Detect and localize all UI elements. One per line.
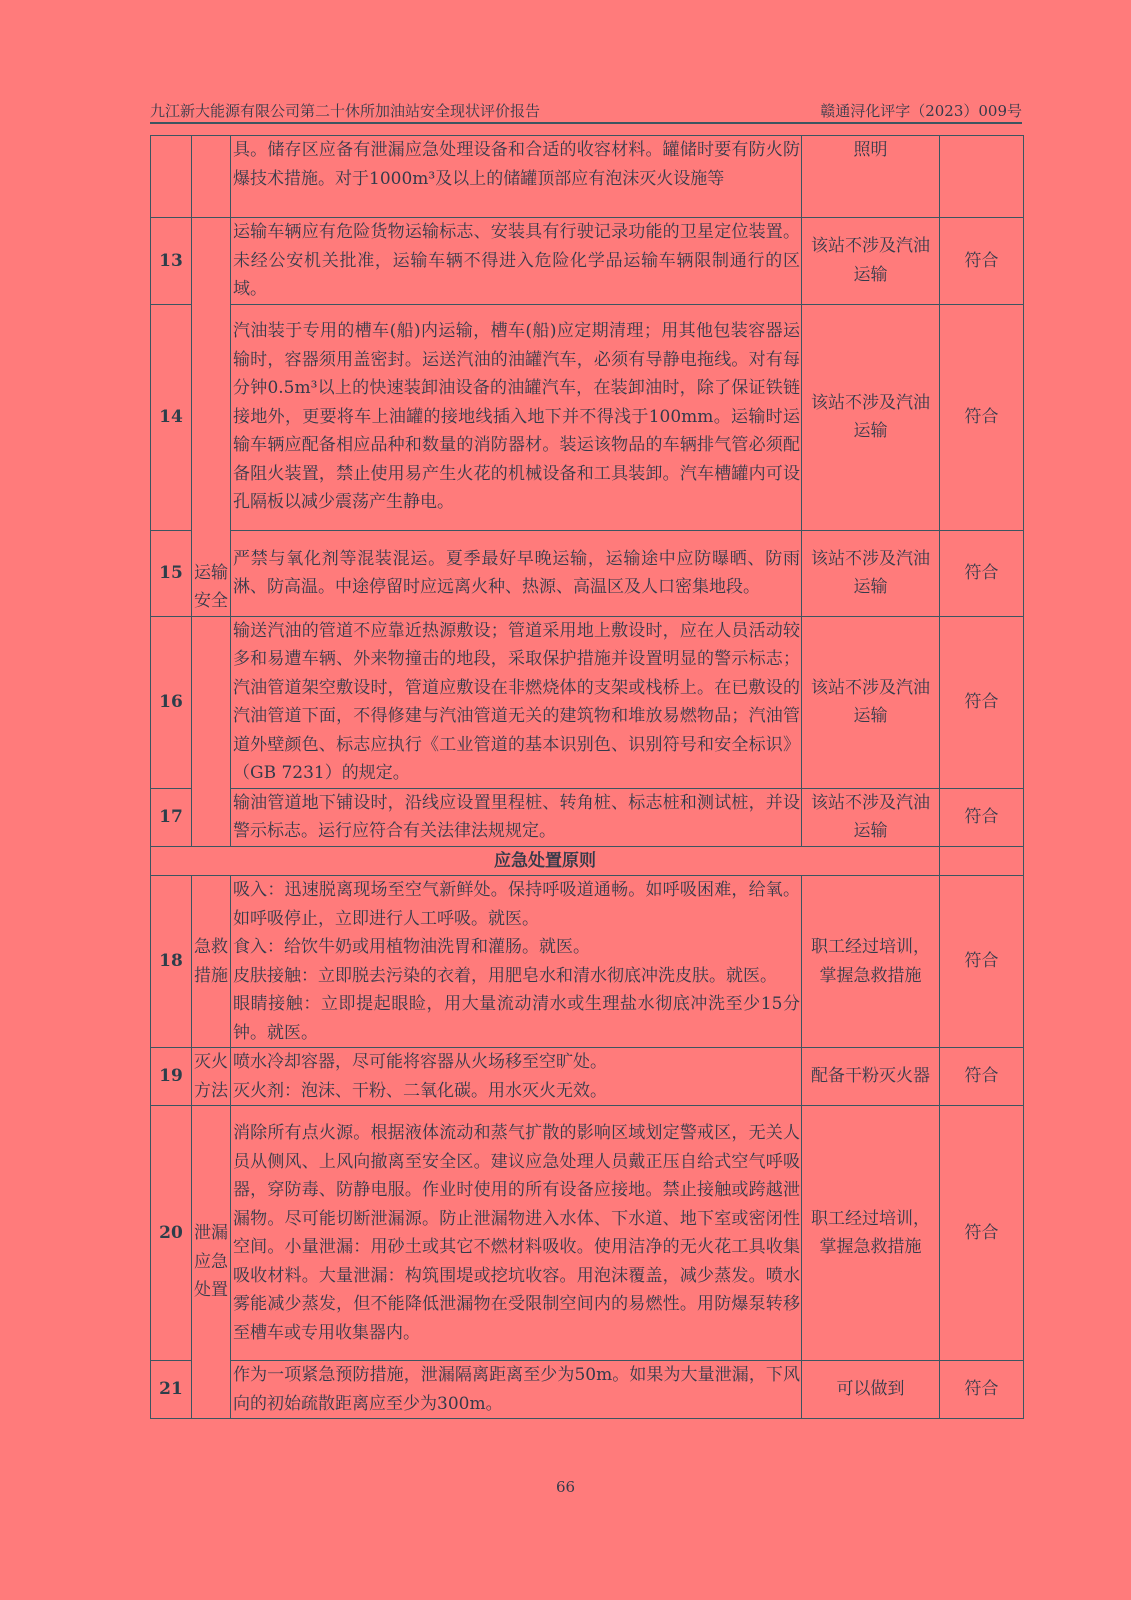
category-cell <box>192 136 231 218</box>
requirement-text: 严禁与氧化剂等混装混运。夏季最好早晚运输，运输途中应防曝晒、防雨淋、防高温。中途停留时应远离火种、热源、高温区及人口密集地段。 <box>231 530 802 616</box>
table-row <box>151 1048 1024 1106</box>
row-number: 19 <box>151 1048 192 1106</box>
verdict-text: 符合 <box>940 304 1024 530</box>
requirement-text: 输油管道地下铺设时，沿线应设置里程桩、转角桩、标志桩和测试桩，并设警示标志。运行应符合有关法律法规规定。 <box>231 788 802 846</box>
requirement-text: 消除所有点火源。根据液体流动和蒸气扩散的影响区域划定警戒区，无关人员从侧风、上风向撤离至安全区。建议应急处理人员戴正压自给式空气呼吸器，穿防毒、防静电服。作业时使用的所有设备应接地。禁止接触或跨越泄漏物。尽可能切断泄漏源。防止泄漏物进入水体、下水道、地下室或密闭性空间。小量泄漏：用砂土或其它不燃材料吸收。使用洁净的无火花工具收集吸收材料。大量泄漏：构筑围堤或挖坑收容。用泡沫覆盖，减少蒸发。喷水雾能减少蒸发，但不能降低泄漏物在受限制空间内的易燃性。用防爆泵转移至槽车或专用收集器内。 <box>231 1106 802 1361</box>
fire-cooling: 喷水冷却容器，尽可能将容器从火场移至空旷处。 <box>233 1052 607 1072</box>
table-row <box>151 1361 1024 1419</box>
requirement-text <box>231 1048 802 1106</box>
result-text: 该站不涉及汽油运输 <box>802 304 940 530</box>
result-text: 该站不涉及汽油运输 <box>802 218 940 305</box>
table-row <box>151 530 1024 616</box>
first-aid-ingestion: 食入：给饮牛奶或用植物油洗胃和灌肠。就医。 <box>233 937 590 957</box>
first-aid-eyes: 眼睛接触：立即提起眼睑，用大量流动清水或生理盐水彻底冲洗至少15分钟。就医。 <box>233 994 800 1043</box>
first-aid-skin: 皮肤接触：立即脱去污染的衣着，用肥皂水和清水彻底冲洗皮肤。就医。 <box>233 965 777 986</box>
result-text: 职工经过培训，掌握急救措施 <box>802 1106 940 1361</box>
table-row <box>151 136 1024 218</box>
table-row <box>151 304 1024 530</box>
header-report-title: 九江新大能源有限公司第二十休所加油站安全现状评价报告 <box>150 102 541 120</box>
result-text: 配备干粉灭火器 <box>802 1048 940 1106</box>
result-text: 该站不涉及汽油运输 <box>802 530 940 616</box>
table-row <box>151 788 1024 846</box>
row-number: 13 <box>151 218 192 305</box>
result-text: 职工经过培训，掌握急救措施 <box>802 876 940 1048</box>
row-number: 21 <box>151 1361 192 1419</box>
result-text: 可以做到 <box>802 1361 940 1419</box>
safety-check-table <box>150 135 1024 1419</box>
section-heading: 应急处置原则 <box>151 846 940 876</box>
category-first-aid: 急救措施 <box>192 876 231 1048</box>
row-number: 20 <box>151 1106 192 1361</box>
row-number: 14 <box>151 304 192 530</box>
table-row <box>151 616 1024 788</box>
page-header <box>150 100 1022 124</box>
verdict-text: 符合 <box>940 1048 1024 1106</box>
row-number: 18 <box>151 876 192 1048</box>
row-number: 15 <box>151 530 192 616</box>
requirement-text: 运输车辆应有危险货物运输标志、安装具有行驶记录功能的卫星定位装置。未经公安机关批准，运输车辆不得进入危险化学品运输车辆限制通行的区域。 <box>231 218 802 305</box>
requirement-text: 作为一项紧急预防措施，泄漏隔离距离至少为50m。如果为大量泄漏，下风向的初始疏散距离应至少为300m。 <box>231 1361 802 1419</box>
requirement-cell: 具。储存区应备有泄漏应急处理设备和合适的收容材料。罐储时要有防火防爆技术措施。对于1000m³及以上的储罐顶部应有泡沫灭火设施等 <box>231 136 802 218</box>
category-fire-method: 灭火方法 <box>192 1048 231 1106</box>
verdict-cell <box>940 846 1024 876</box>
verdict-text: 符合 <box>940 616 1024 788</box>
verdict-text: 符合 <box>940 530 1024 616</box>
verdict-text: 符合 <box>940 218 1024 305</box>
result-text: 该站不涉及汽油运输 <box>802 788 940 846</box>
verdict-text: 符合 <box>940 1361 1024 1419</box>
first-aid-inhalation: 吸入：迅速脱离现场至空气新鲜处。保持呼吸道通畅。如呼吸困难，给氧。如呼吸停止，立即进行人工呼吸。就医。 <box>233 880 800 929</box>
result-text: 该站不涉及汽油运输 <box>802 616 940 788</box>
row-number: 16 <box>151 616 192 788</box>
category-leak-emergency: 泄漏应急处置 <box>192 1106 231 1419</box>
verdict-cell <box>940 136 1024 218</box>
requirement-text: 汽油装于专用的槽车(船)内运输，槽车(船)应定期清理；用其他包装容器运输时，容器须用盖密封。运送汽油的油罐汽车，必须有导静电拖线。对有每分钟0.5m³以上的快速装卸油设备的油罐汽车，在装卸油时，除了保证铁链接地外，更要将车上油罐的接地线插入地下并不得浅于100mm。运输时运输车辆应配备相应品种和数量的消防器材。装运该物品的车辆排气管必须配备阻火装置，禁止使用易产生火花的机械设备和工具装卸。汽车槽罐内可设孔隔板以减少震荡产生静电。 <box>231 304 802 530</box>
page-number: 66 <box>555 1478 576 1496</box>
table-row <box>151 218 1024 305</box>
row-number-cell <box>151 136 192 218</box>
category-cell <box>192 616 231 846</box>
fire-extinguishing-agents: 灭火剂：泡沫、干粉、二氧化碳。用水灭火无效。 <box>233 1080 607 1101</box>
requirement-text: 输送汽油的管道不应靠近热源敷设；管道采用地上敷设时，应在人员活动较多和易遭车辆、外来物撞击的地段，采取保护措施并设置明显的警示标志；汽油管道架空敷设时，管道应敷设在非燃烧体的支架或栈桥上。在已敷设的汽油管道下面，不得修建与汽油管道无关的建筑物和堆放易燃物品；汽油管道外壁颜色、标志应执行《工业管道的基本识别色、识别符号和安全标识》（GB 7231）的规定。 <box>231 616 802 788</box>
table-row <box>151 876 1024 1048</box>
row-number: 17 <box>151 788 192 846</box>
section-row <box>151 846 1024 876</box>
header-report-number: 赣通浔化评字（2023）009号 <box>820 102 1022 120</box>
result-cell: 照明 <box>802 136 940 218</box>
verdict-text: 符合 <box>940 788 1024 846</box>
requirement-text <box>231 876 802 1048</box>
category-transport-safety: 运输安全 <box>192 218 231 617</box>
verdict-text: 符合 <box>940 876 1024 1048</box>
verdict-text: 符合 <box>940 1106 1024 1361</box>
table-row <box>151 1106 1024 1361</box>
